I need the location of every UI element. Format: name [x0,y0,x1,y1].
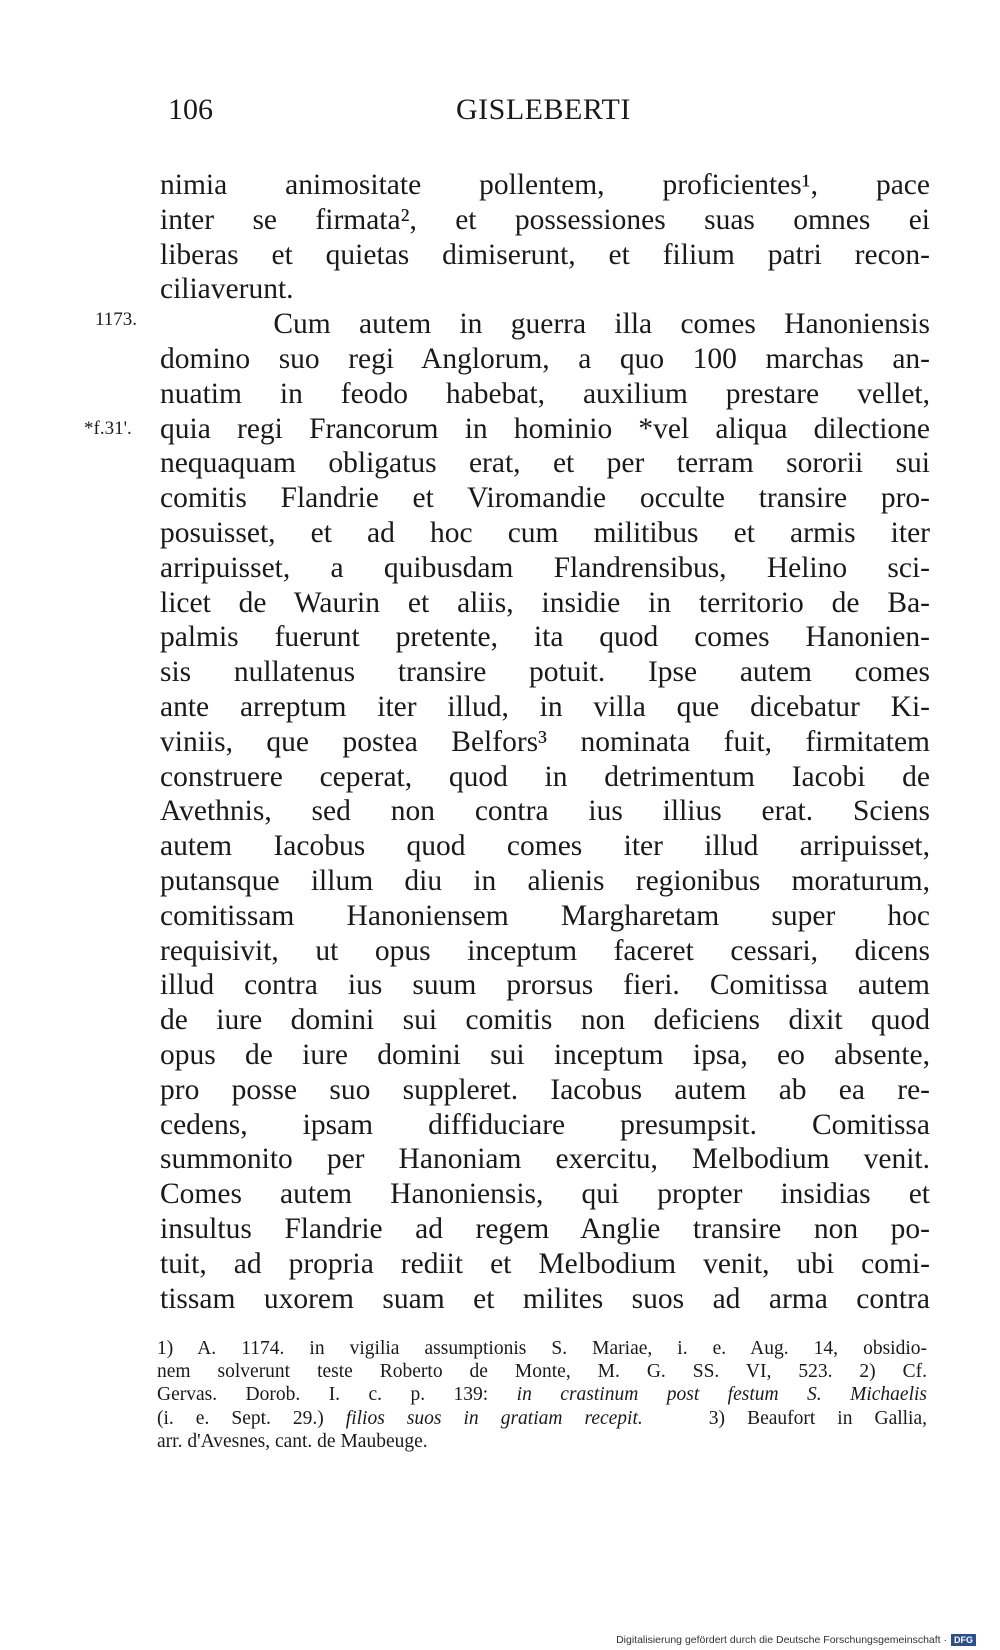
text-line: arripuisset, a quibusdam Flandrensibus, Helino sci- [160,551,930,584]
text-line: tissam uxorem suam et milites suos ad arma contra [160,1282,930,1315]
text-line: nuatim in feodo habebat, auxilium prestare vellet, [160,377,930,410]
text-line: liberas et quietas dimiserunt, et filium patri recon- [160,238,930,271]
footnote-line [157,1407,927,1430]
text-line: licet de Waurin et aliis, insidie in territorio de Ba- [160,586,930,619]
text-line: ante arreptum iter illud, in villa que dicebatur Ki- [160,690,930,723]
text-line: autem Iacobus quod comes iter illud arripuisset, [160,830,930,863]
text-line: opus de iure domini sui inceptum ipsa, eo absente, [160,1038,930,1071]
page-header [168,93,928,133]
body-text [160,168,930,1316]
footnote-quote: filios suos in gratiam recepit. [345,1407,643,1429]
text-line: domino suo regi Anglorum, a quo 100 marchas an- [160,342,930,375]
text-line: nequaquam obligatus erat, et per terram sororii sui [160,447,930,480]
text-line: putansque illum diu in alienis regionibus moraturum, [160,864,930,897]
footnote-quote: in crastinum post festum S. Michaelis [516,1384,927,1406]
footnotes [157,1337,927,1453]
text-line: Avethnis, sed non contra ius illius erat. Sciens [160,795,930,828]
text-line: comitis Flandrie et Viromandie occulte transire pro- [160,482,930,515]
text-line: palmis fuerunt pretente, ita quod comes Hanonien- [160,621,930,654]
footnote-text: Gervas. Dorob. I. c. p. 139: [157,1384,517,1406]
text-line: comitissam Hanoniensem Margharetam super hoc [160,899,930,932]
text-line: summonito per Hanoniam exercitu, Melbodium venit. [160,1143,930,1176]
text-line: Comes autem Hanoniensis, qui propter insidias et [160,1178,930,1211]
text-line: cedens, ipsam diffiduciare presumpsit. Comitissa [160,1108,930,1141]
text-line: nimia animositate pollentem, proficientes¹, pace [160,169,930,201]
running-title: GISLEBERTI [456,93,631,126]
footnote-line: 1) A. 1174. in vigilia assumptionis S. Mariae, i. e. Aug. 14, obsidio- [157,1338,927,1359]
text-line: Cum autem in guerra illa comes Hanoniensis [160,308,930,341]
text-line: pro posse suo suppleret. Iacobus autem ab ea re- [160,1073,930,1106]
digitization-credit [616,1634,976,1646]
text-line: quia regi Francorum in hominio *vel aliqua dilectione [160,412,930,445]
footnote-text: 3) Beaufort in Gallia, [642,1407,927,1429]
margin-date-note: 1173. [95,309,138,330]
credit-text: Digitalisierung gefördert durch die Deutsche Forschungsgemeinschaft · [616,1634,947,1646]
footnote-line [157,1383,927,1406]
margin-folio-note: *f.31'. [84,418,132,439]
footnote-text: (i. e. Sept. 29.) [157,1407,346,1429]
text-line: illud contra ius suum prorsus fieri. Comitissa autem [160,969,930,1002]
page-number: 106 [168,93,213,126]
text-line: posuisset, et ad hoc cum militibus et armis iter [160,516,930,549]
text-line: sis nullatenus transire potuit. Ipse autem comes [160,656,930,689]
footnote-line: arr. d'Avesnes, cant. de Maubeuge. [157,1430,428,1452]
text-line: construere ceperat, quod in detrimentum Iacobi de [160,760,930,793]
text-line: viniis, que postea Belfors³ nominata fuit, firmitatem [160,725,930,758]
text-line: de iure domini sui comitis non deficiens dixit quod [160,1004,930,1037]
text-line: inter se firmata², et possessiones suas omnes ei [160,203,930,236]
text-line: tuit, ad propria rediit et Melbodium venit, ubi comi- [160,1247,930,1280]
text-line: requisivit, ut opus inceptum faceret cessari, dicens [160,934,930,967]
text-line: insultus Flandrie ad regem Anglie transire non po- [160,1212,930,1245]
text-line: ciliaverunt. [160,273,294,306]
dfg-logo: DFG [951,1634,976,1646]
footnote-line: nem solverunt teste Roberto de Monte, M. G. SS. VI, 523. 2) Cf. [157,1361,927,1383]
